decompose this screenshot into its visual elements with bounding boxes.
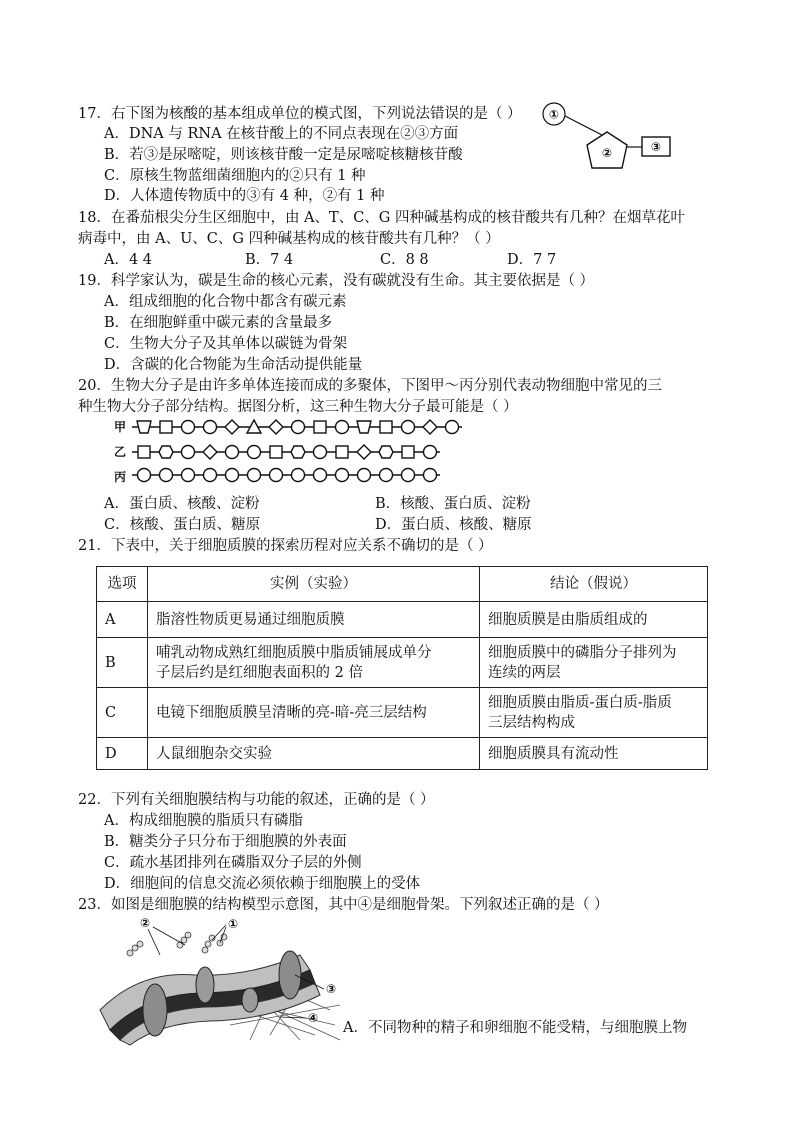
q22-option-c[interactable]: C．疏水基团排列在磷脂双分子层的外侧 xyxy=(104,855,362,871)
conclusion-text: 细胞质膜中的磷脂分子排列为 xyxy=(488,644,677,661)
row-conclusion xyxy=(480,638,708,688)
monomer-circ xyxy=(358,469,371,482)
monomer-trap xyxy=(357,421,371,433)
monomer-hex xyxy=(379,446,393,458)
monomer-circ xyxy=(226,469,239,482)
monomer-circ xyxy=(292,421,305,434)
monomer-sq xyxy=(314,421,326,433)
monomer-circ xyxy=(204,421,217,434)
nucleotide-label-3: ③ xyxy=(650,140,662,154)
header-example: 实例（实验） xyxy=(148,567,480,602)
monomer-dia xyxy=(269,420,283,434)
row-example xyxy=(148,602,480,638)
monomer-circ xyxy=(270,469,283,482)
q21-stem: 21．下表中，关于细胞质膜的探索历程对应关系不确切的是（ ） xyxy=(78,538,493,554)
polymer-chains-diagram xyxy=(114,420,444,484)
monomer-circ xyxy=(446,421,459,434)
table-row xyxy=(97,602,708,638)
q19-option-c[interactable]: C．生物大分子及其单体以碳链为骨架 xyxy=(104,336,348,352)
row-example xyxy=(148,688,480,738)
monomer-sq xyxy=(270,446,282,458)
chain-bing xyxy=(132,469,440,482)
q20-option-c[interactable]: C．核酸、蛋白质、糖原 xyxy=(104,517,261,533)
q21-table-header xyxy=(97,567,708,602)
q22-option-b[interactable]: B．糖类分子只分布于细胞膜的外表面 xyxy=(104,834,347,850)
monomer-circ xyxy=(182,421,195,434)
q19-stem: 19．科学家认为，碳是生命的核心元素，没有碳就没有生命。其主要依据是（ ） xyxy=(78,273,595,289)
example-text: 子层后约是红细胞表面积的 2 倍 xyxy=(156,664,363,681)
monomer-circ xyxy=(226,446,239,459)
monomer-circ xyxy=(182,446,195,459)
q18-option-c[interactable]: C．8 8 xyxy=(380,252,429,268)
q19-option-d[interactable]: D．含碳的化合物能为生命活动提供能量 xyxy=(104,357,363,373)
q19-option-a[interactable]: A．组成细胞的化合物中都含有碳元素 xyxy=(104,294,347,310)
row-option: D xyxy=(97,738,148,770)
q18-option-d[interactable]: D．7 7 xyxy=(507,252,557,268)
conclusion-text: 细胞质膜具有流动性 xyxy=(488,745,619,762)
q20-option-d[interactable]: D．蛋白质、核酸、糖原 xyxy=(375,517,532,533)
monomer-circ xyxy=(424,469,437,482)
chain-jia xyxy=(132,420,462,434)
protein-2 xyxy=(196,967,214,1003)
q20-stem-line2: 种生物大分子部分结构。据图分析，这三种生物大分子最可能是（ ） xyxy=(78,399,518,415)
monomer-dia xyxy=(423,420,437,434)
monomer-dia xyxy=(357,445,371,459)
nucleotide-label-2: ② xyxy=(601,146,613,160)
example-text: 脂溶性物质更易通过细胞质膜 xyxy=(156,611,345,628)
q17-option-a[interactable]: A．DNA 与 RNA 在核苷酸上的不同点表现在②③方面 xyxy=(104,126,459,142)
q18-option-b[interactable]: B．7 4 xyxy=(245,252,294,268)
monomer-circ xyxy=(314,446,327,459)
protein-1 xyxy=(143,984,167,1036)
conclusion-text: 细胞质膜是由脂质组成的 xyxy=(488,611,648,628)
monomer-circ xyxy=(424,446,437,459)
chain-label-bing: 丙 xyxy=(114,470,127,484)
conclusion-text: 细胞质膜由脂质-蛋白质-脂质 xyxy=(488,694,672,711)
q19-option-b[interactable]: B．在细胞鲜重中碳元素的含量最多 xyxy=(104,315,333,331)
monomer-circ xyxy=(204,469,217,482)
monomer-circ xyxy=(402,421,415,434)
q22-option-a[interactable]: A．构成细胞膜的脂质只有磷脂 xyxy=(104,813,303,829)
monomer-circ xyxy=(248,446,261,459)
row-conclusion xyxy=(480,688,708,738)
row-option: B xyxy=(97,638,148,688)
membrane-label-1: ① xyxy=(228,917,239,931)
table-row xyxy=(97,638,708,688)
row-example xyxy=(148,638,480,688)
monomer-circ xyxy=(402,469,415,482)
monomer-dia xyxy=(225,420,239,434)
q20-option-b[interactable]: B．核酸、蛋白质、淀粉 xyxy=(375,496,531,512)
q17-stem: 17．右下图为核酸的基本组成单位的模式图，下列说法错误的是（ ） xyxy=(78,106,522,122)
monomer-circ xyxy=(182,469,195,482)
membrane-label-4: ④ xyxy=(308,1011,319,1025)
row-option: A xyxy=(97,602,148,638)
q23-option-a[interactable]: A．不同物种的精子和卵细胞不能受精，与细胞膜上物 xyxy=(343,1020,687,1036)
example-text: 人鼠细胞杂交实验 xyxy=(156,745,272,762)
conclusion-text: 连续的两层 xyxy=(488,664,561,681)
monomer-circ xyxy=(248,469,261,482)
chain-label-jia: 甲 xyxy=(114,420,127,434)
q17-option-b[interactable]: B．若③是尿嘧啶，则该核苷酸一定是尿嘧啶核糖核苷酸 xyxy=(104,147,463,163)
q22-stem: 22．下列有关细胞膜结构与功能的叙述，正确的是（ ） xyxy=(78,792,435,808)
monomer-sq xyxy=(160,421,172,433)
protein-3 xyxy=(279,951,301,999)
q18-stem-line2: 病毒中，由 A、U、C、G 四种碱基构成的核苷酸共有几种？（ ） xyxy=(78,231,500,247)
monomer-sq xyxy=(138,446,150,458)
q20-option-a[interactable]: A．蛋白质、核酸、淀粉 xyxy=(104,496,260,512)
membrane-label-2: ② xyxy=(140,916,151,930)
row-option: C xyxy=(97,688,148,738)
q17-option-c[interactable]: C．原核生物蓝细菌细胞内的②只有 1 种 xyxy=(104,168,366,184)
example-text: 哺乳动物成熟红细胞质膜中脂质铺展成单分 xyxy=(156,644,432,661)
conclusion-text: 三层结构构成 xyxy=(488,714,575,731)
chain-label-yi: 乙 xyxy=(114,445,127,459)
q23-stem: 23．如图是细胞膜的结构模型示意图，其中④是细胞骨架。下列叙述正确的是（ ） xyxy=(78,897,609,913)
monomer-hex xyxy=(291,446,305,458)
q21-table xyxy=(96,566,708,770)
q20-stem-line1: 20．生物大分子是由许多单体连接而成的多聚体，下图甲～丙分别代表动物细胞中常见的三 xyxy=(78,378,662,394)
monomer-circ xyxy=(292,469,305,482)
header-option: 选项 xyxy=(97,567,148,602)
monomer-circ xyxy=(160,469,173,482)
monomer-circ xyxy=(138,469,151,482)
monomer-hex xyxy=(159,446,173,458)
monomer-circ xyxy=(380,469,393,482)
header-conclusion: 结论（假说） xyxy=(480,567,708,602)
row-conclusion xyxy=(480,602,708,638)
protein-4 xyxy=(242,988,258,1012)
q18-stem-line1: 18．在番茄根尖分生区细胞中，由 A、T、C、G 四种碱基构成的核苷酸共有几种？在烟草花叶 xyxy=(78,210,685,226)
q22-option-d[interactable]: D．细胞间的信息交流必须依赖于细胞膜上的受体 xyxy=(104,876,421,892)
nucleotide-diagram xyxy=(530,100,680,175)
monomer-circ xyxy=(314,469,327,482)
monomer-dia xyxy=(203,445,217,459)
glycocalyx xyxy=(127,932,227,956)
table-row xyxy=(97,688,708,738)
monomer-circ xyxy=(336,421,349,434)
monomer-circ xyxy=(336,469,349,482)
table-row xyxy=(97,738,708,770)
example-text: 电镜下细胞质膜呈清晰的亮-暗-亮三层结构 xyxy=(156,704,427,721)
monomer-sq xyxy=(402,446,414,458)
q18-option-a[interactable]: A．4 4 xyxy=(104,252,153,268)
q17-option-d[interactable]: D．人体遗传物质中的③有 4 种，②有 1 种 xyxy=(104,188,385,204)
monomer-sq xyxy=(380,421,392,433)
monomer-sq xyxy=(336,446,348,458)
monomer-trap xyxy=(137,421,151,433)
cell-membrane-diagram xyxy=(100,915,350,1045)
nucleotide-label-1: ① xyxy=(548,107,560,122)
row-conclusion xyxy=(480,738,708,770)
row-example xyxy=(148,738,480,770)
chain-yi xyxy=(132,445,440,459)
membrane-label-3: ③ xyxy=(326,982,337,996)
